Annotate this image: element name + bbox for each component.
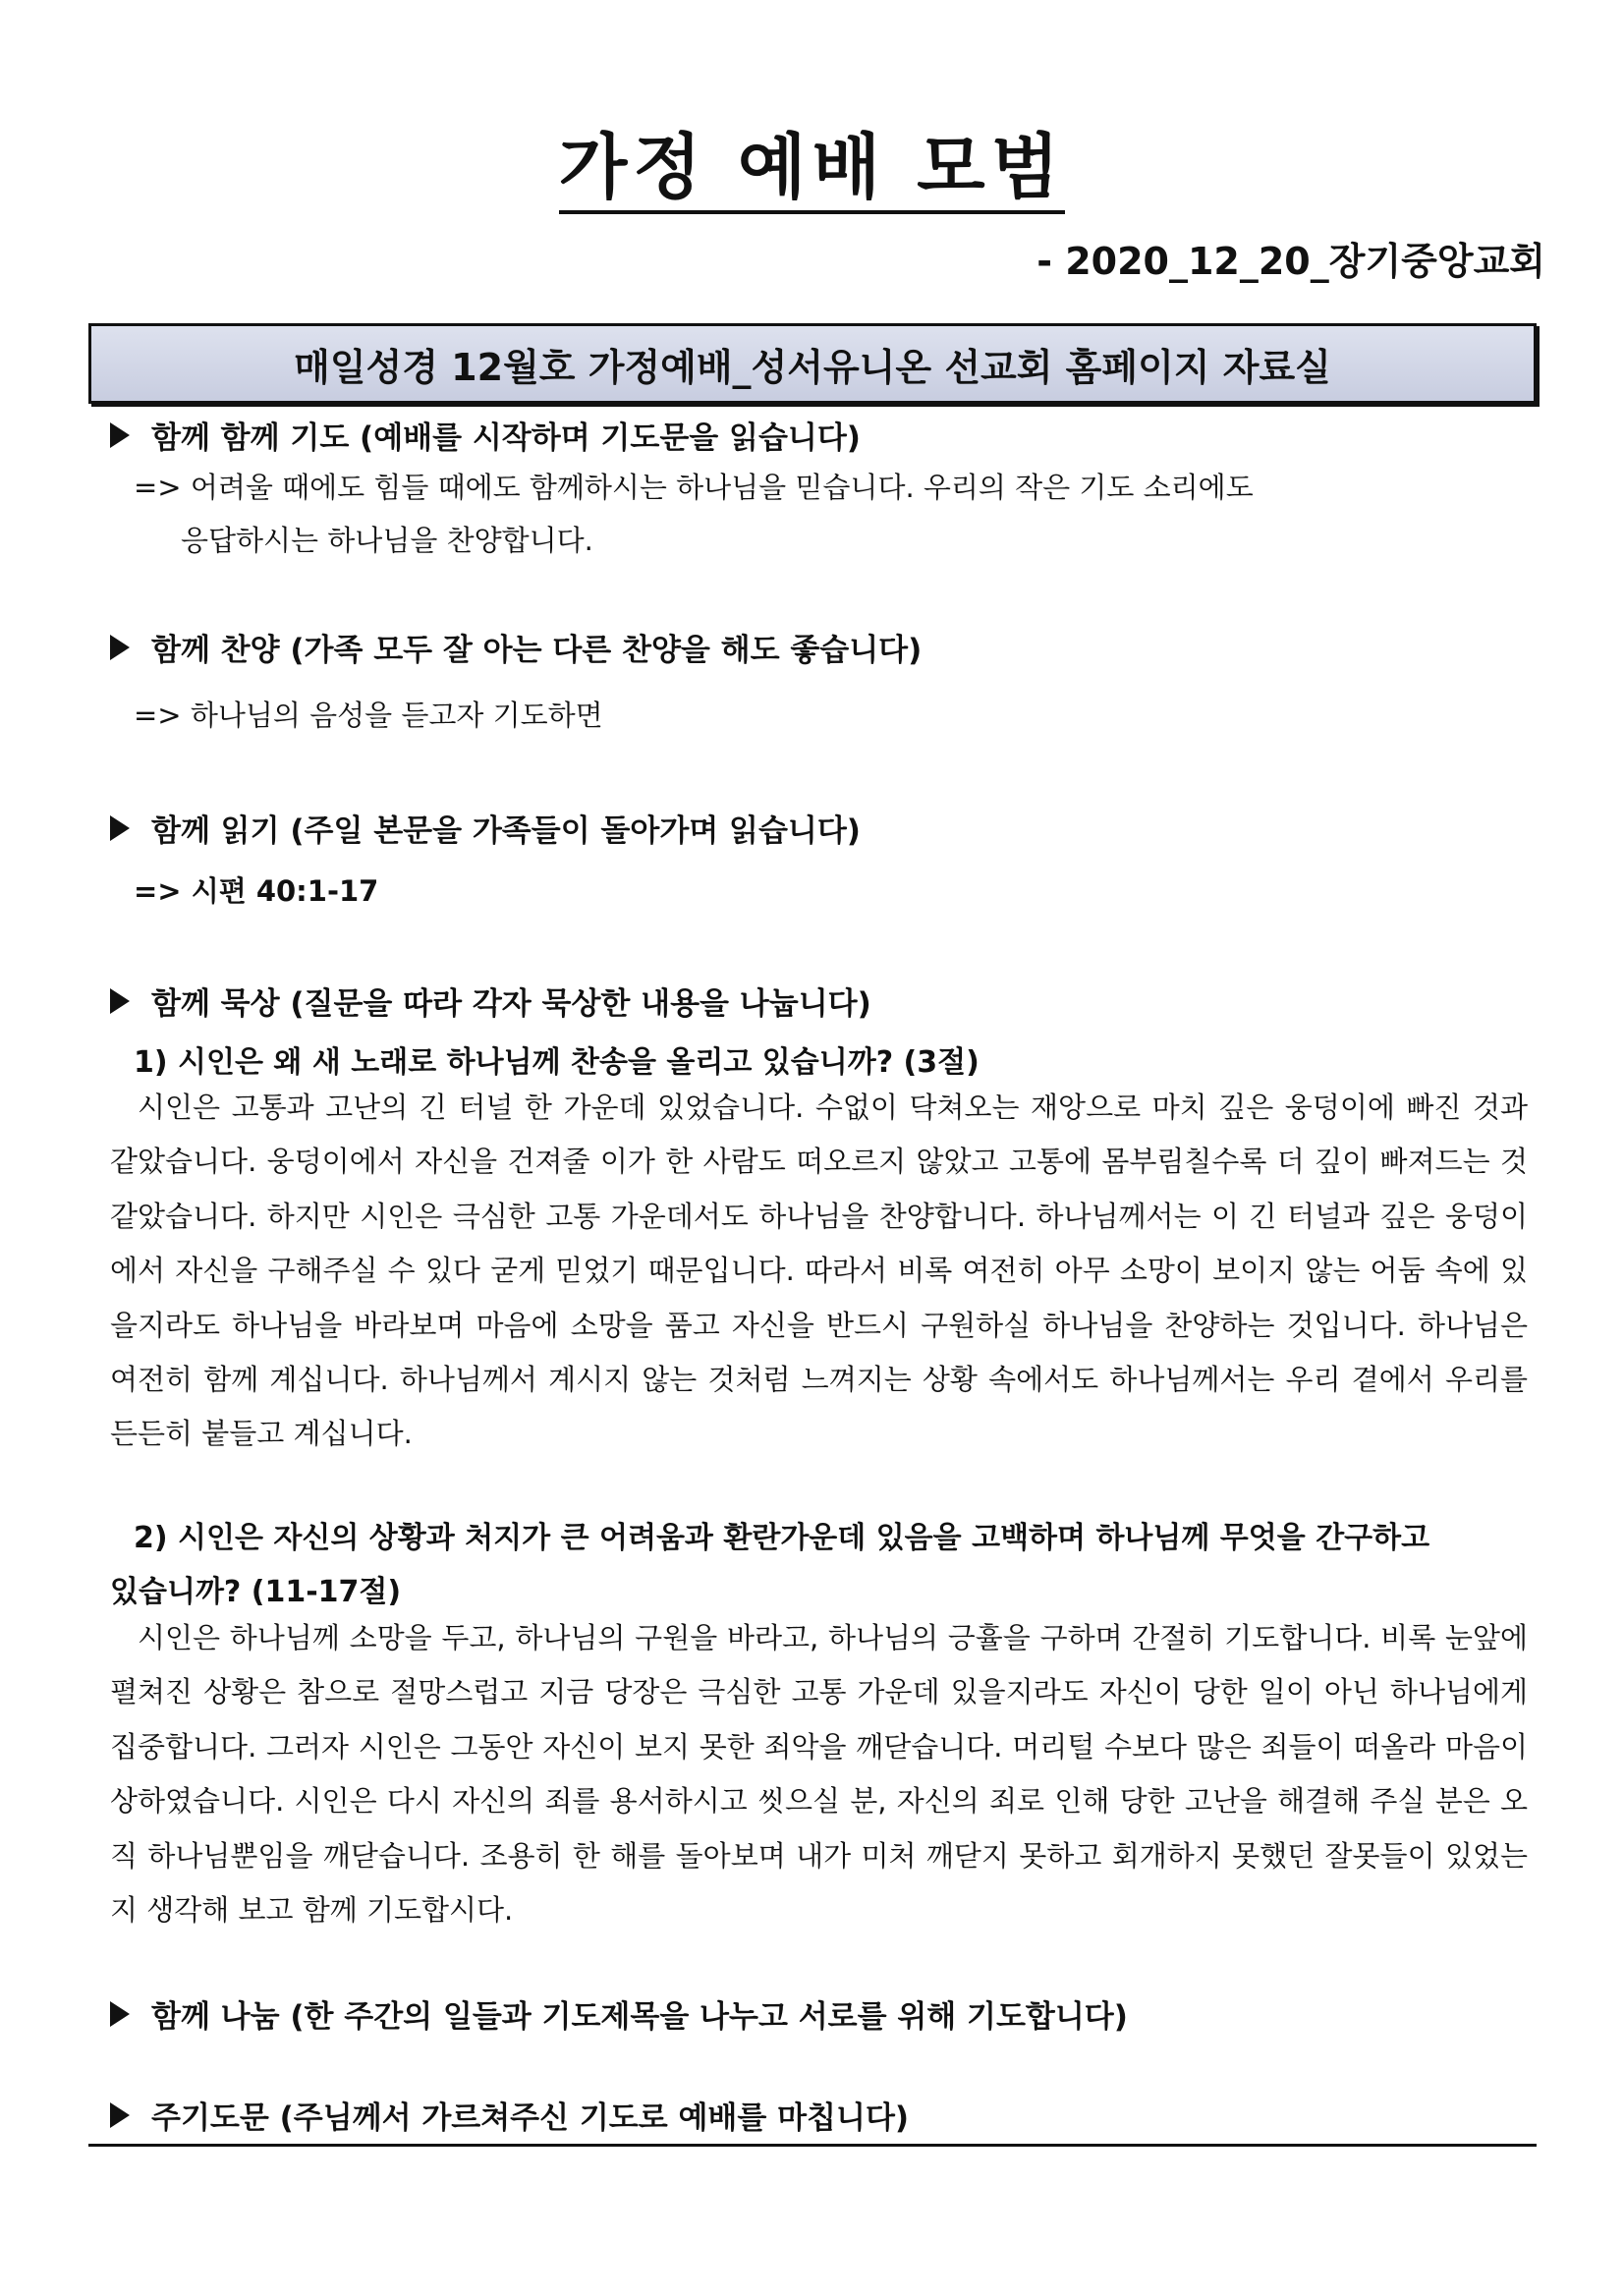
question-1: 1) 시인은 왜 새 노래로 하나님께 찬송을 올리고 있습니까? (3절) [134, 1045, 980, 1080]
triangle-bullet-icon [110, 815, 130, 841]
triangle-bullet-icon [110, 2102, 130, 2128]
section-prayer-line2: 응답하시는 하나님을 찬양합니다. [181, 524, 593, 557]
answer-1-text: 시인은 고통과 고난의 긴 터널 한 가운데 있었습니다. 수없이 닥쳐오는 재앙으로 마치 깊은 웅덩이에 빠진 것과 같았습니다. 웅덩이에서 자신을 건져줄 이가 한 사람도 떠오르지 않았고 고통에 몸부림칠수록 더 깊이 빠져드는 것 같았습니다. 하지만 시인은 극심한 고통 가운데서도 하나님을 찬양합니다. 하나님께서는 이 긴 터널과 깊은 웅덩이에서 자신을 구해주실 수 있다 굳게 믿었기 때문입니다. 따라서 비록 여전히 아무 소망이 보이지 않는 어둠 속에 있을지라도 하나님을 바라보며 마음에 소망을 품고 자신을 반드시 구원하실 하나님을 찬양하는 것입니다. 하나님은 여전히 함께 계십니다. 하나님께서 계시지 않는 것처럼 느껴지는 상황 속에서도 하나님께서는 우리 곁에서 우리를 든든히 붙들고 계십니다. [110, 1091, 1528, 1451]
section-prayer-line1: => 어려울 때에도 힘들 때에도 함께하시는 하나님을 믿습니다. 우리의 작은 기도 소리에도 [134, 471, 1254, 504]
triangle-bullet-icon [110, 635, 130, 660]
triangle-bullet-icon [110, 988, 130, 1014]
answer-2 [110, 1611, 1528, 1937]
section-prayer-heading-text: 함께 함께 기도 (예배를 시작하며 기도문을 읽습니다) [151, 420, 861, 456]
section-lordsprayer-heading [110, 2093, 909, 2137]
triangle-bullet-icon [110, 422, 130, 448]
section-praise-heading-text: 함께 찬양 (가족 모두 잘 아는 다른 찬양을 해도 좋습니다) [151, 633, 923, 668]
source-banner: 매일성경 12월호 가정예배_성서유니온 선교회 홈페이지 자료실 [88, 323, 1537, 404]
section-praise-line1: => 하나님의 음성을 듣고자 기도하면 [134, 699, 603, 732]
page-title [0, 110, 1624, 212]
section-reading-heading-text: 함께 읽기 (주일 본문을 가족들이 돌아가며 읽습니다) [151, 813, 861, 849]
answer-1 [110, 1081, 1528, 1462]
answer-2-text: 시인은 하나님께 소망을 두고, 하나님의 구원을 바라고, 하나님의 긍휼을 구하며 간절히 기도합니다. 비록 눈앞에 펼쳐진 상황은 참으로 절망스럽고 지금 당장은 극심한 고통 가운데 있을지라도 자신이 당한 일이 아닌 하나님에게 집중합니다. 그러자 시인은 그동안 자신이 보지 못한 죄악을 깨닫습니다. 머리털 수보다 많은 죄들이 떠올라 마음이 상하였습니다. 시인은 다시 자신의 죄를 용서하시고 씻으실 분, 자신의 죄로 인해 당한 고난을 해결해 주실 분은 오직 하나님뿐임을 깨닫습니다. 조용히 한 해를 돌아보며 내가 미처 깨닫지 못하고 회개하지 못했던 잘못들이 있었는지 생각해 보고 함께 기도합시다. [110, 1621, 1528, 1928]
section-meditation-heading-text: 함께 묵상 (질문을 따라 각자 묵상한 내용을 나눕니다) [151, 986, 871, 1022]
section-lordsprayer-heading-text: 주기도문 (주님께서 가르쳐주신 기도로 예배를 마칩니다) [151, 2100, 910, 2136]
triangle-bullet-icon [110, 2001, 130, 2027]
question-2-line1: 2) 시인은 자신의 상황과 처지가 큰 어려움과 환란가운데 있음을 고백하며 하나님께 무엇을 간구하고 [134, 1521, 1430, 1555]
section-prayer-heading [110, 413, 861, 457]
section-sharing-heading-text: 함께 나눔 (한 주간의 일들과 기도제목을 나누고 서로를 위해 기도합니다) [151, 1999, 1128, 2035]
section-reading-line1: => 시편 40:1-17 [134, 874, 379, 908]
section-reading-heading [110, 806, 861, 850]
question-2-line2: 있습니까? (11-17절) [110, 1575, 402, 1609]
bottom-rule [88, 2144, 1537, 2147]
section-sharing-heading [110, 1991, 1128, 2036]
page-title-text: 가정 예배 모범 [559, 126, 1065, 214]
section-meditation-heading [110, 979, 871, 1023]
section-praise-heading [110, 625, 922, 669]
dateline: - 2020_12_20_장기중앙교회 [1036, 240, 1545, 283]
